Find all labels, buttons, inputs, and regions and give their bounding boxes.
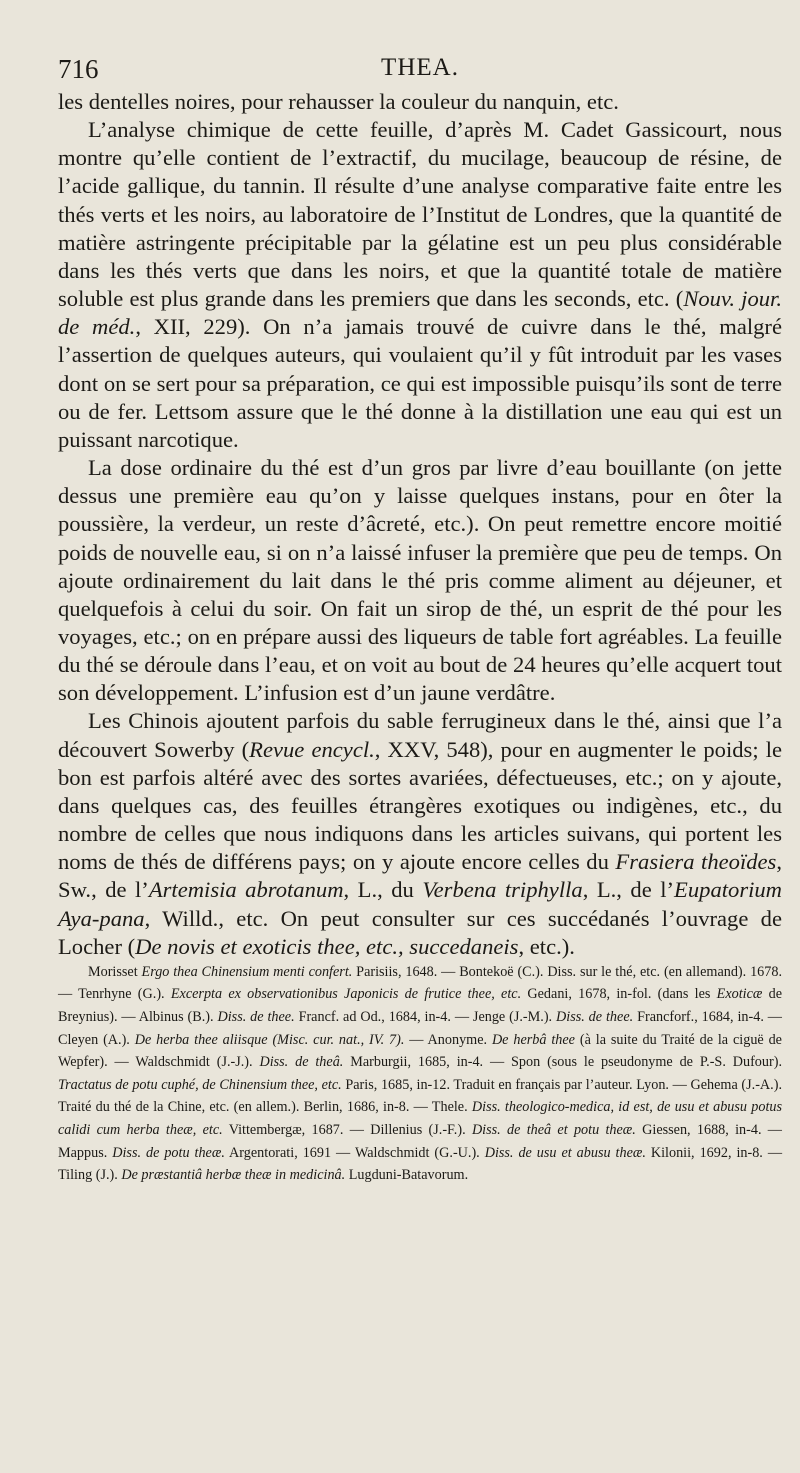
italic-text: De herba thee aliisque (Misc. cur. nat., IV. 7). (134, 1031, 405, 1048)
text-run: Les Chinois ajoutent parfois du sable ferrugineux dans le thé, ainsi que l’a découvert Sowerby ( (58, 708, 782, 762)
text-run: , Sw., de l’ (58, 849, 782, 903)
text-run: Lugduni-Batavorum. (345, 1167, 469, 1184)
text-run: (à la suite du Traité de la ciguë de Wepfer). — Waldschmidt (J.-J.). (58, 1031, 782, 1071)
running-head: THEA. (381, 54, 459, 81)
text-run: Marburgii, 1685, in-4. — Spon (sous le pseudonyme de P.-S. Dufour). (343, 1054, 782, 1071)
text-run: L’analyse chimique de cette feuille, d’après M. Cadet Gassicourt, nous montre qu’elle contient de l’extractif, du mucilage, beaucoup de résine, de l’acide gallique, du tannin. Il résulte d’une analyse comparative faite entre les thés verts et les noirs, au laboratoire de l’Institut de Londres, que la quantité de matière astringente précipitable par la gélatine est un peu plus considérable dans les thés verts que dans les noirs, et que la quantité totale de matière soluble est plus grande dans les premiers que dans les seconds, etc. ( (58, 117, 782, 312)
text-run: , L., du (343, 877, 423, 903)
text-run: La dose ordinaire du thé est d’un gros par livre d’eau bouillante (on jette dessus une première eau qu’on y laisse quelques instans, pour en ôter la poussière, la verdeur, un reste d’âcreté, etc.). On peut remettre encore moitié poids de nouvelle eau, si on n’a laissé infuser la première que peu de temps. On ajoute ordinairement du lait dans le thé pris comme aliment au déjeuner, et quelquefois à celui du soir. On fait un sirop de thé, un esprit de thé pour les voyages, etc.; on en prépare aussi des liqueurs de table fort agréables. La feuille du thé se déroule dans l’eau, et on voit au bout de 24 heures qu’elle acquert tout son développement. L’infusion est d’un jaune verdâtre. (58, 455, 782, 706)
paragraph (58, 116, 782, 454)
italic-text: Tractatus de potu cuphé, de Chinensium thee, etc. (58, 1076, 342, 1093)
text-run: , XXV, 548), pour en augmenter le poids; le bon est parfois altéré avec des sortes avariées, défectueuses, etc.; on y ajoute, dans quelques cas, des feuilles étrangères exotiques ou indigènes, etc., du nombre de celles que nous indiquons dans les articles suivans, qui portent les noms de thés de différens pays; on y ajoute encore celles du (58, 736, 783, 875)
text-run: Parisiis, 1648. — Bontekoë (C.). Diss. sur le thé, etc. (en allemand). 1678. — Tenrhyne (G.). (58, 963, 782, 1003)
italic-text: Exoticæ (716, 986, 763, 1003)
italic-text: De herbâ thee (491, 1031, 575, 1048)
italic-text: Diss. de usu et abusu theæ. (484, 1144, 646, 1161)
italic-text: Verbena triphylla (422, 877, 583, 903)
text-run: Francforf., 1684, in-4. — Cleyen (A.). (58, 1009, 782, 1048)
text-run: Gedani, 1678, in-fol. (dans les (521, 986, 717, 1003)
italic-text: Eupatorium Aya-pana (58, 877, 782, 931)
italic-text: De novis et exoticis thee, etc., succedaneis (135, 933, 519, 959)
italic-text: Ergo thea Chinensium menti confert. (141, 963, 353, 980)
text-run: Giessen, 1688, in-4. — Mappus. (58, 1122, 782, 1161)
text-run: Kilonii, 1692, in-8. — Tiling (J.). (58, 1144, 783, 1184)
body-text (58, 88, 782, 961)
text-run: Francf. ad Od., 1684, in-4. — Jenge (J.-M.). (294, 1009, 556, 1026)
italic-text: Diss. de thee. (217, 1009, 295, 1026)
italic-text: Diss. de theâ et potu theæ. (471, 1122, 636, 1138)
italic-text: Revue encycl. (249, 736, 375, 762)
text-run: Paris, 1685, in-12. Traduit en français par l’auteur. Lyon. — Gehema (J.-A.). Traité du thé de la Chine, etc. (en allem.). Berlin, 1686, in-8. — Thele. (58, 1076, 782, 1116)
italic-text: Diss. de thee. (556, 1009, 634, 1026)
text-run: Argentorati, 1691 — Waldschmidt (G.-U.). (224, 1144, 485, 1161)
text-run: , Willd., etc. On peut consulter sur ces succédanés l’ouvrage de Locher ( (58, 905, 782, 959)
text-run: les dentelles noires, pour rehausser la couleur du nanquin, etc. (58, 89, 619, 114)
text-run: de Breynius). — Albinus (B.). (58, 986, 783, 1026)
italic-text: Diss. de theâ. (259, 1054, 344, 1071)
italic-text: Artemisia abrotanum (148, 877, 344, 903)
text-run: , XII, 229). On n’a jamais trouvé de cuivre dans le thé, malgré l’assertion de quelques auteurs, qui voulaient qu’il y fût introduit par les vases dont on se sert pour sa préparation, ce qui est impossible puisqu’ils sont de terre ou de fer. Lettsom assure que le thé donne à la distillation une eau qui est un puissant narcotique. (58, 314, 782, 452)
page-number: 716 (58, 54, 99, 84)
text-run: , L., de l’ (582, 877, 675, 903)
paragraph (58, 454, 782, 707)
paragraph (58, 88, 782, 116)
paragraph (58, 707, 782, 960)
italic-text: Diss. theologico-medica, id est, de usu et abusu potus calidi cum herba theæ, etc. (58, 1099, 782, 1138)
italic-text: Nouv. jour. de méd. (58, 286, 782, 340)
text-run: — Anonyme. (404, 1031, 492, 1048)
bibliography-notes (58, 961, 782, 1187)
text-run: , etc.). (518, 933, 575, 959)
text-run: Vittembergæ, 1687. — Dillenius (J.-F.). (222, 1122, 472, 1138)
page-header (58, 46, 782, 88)
bibliography-paragraph (58, 961, 782, 1187)
italic-text: Frasiera theoïdes (615, 849, 777, 875)
italic-text: De præstantiâ herbæ theæ in medicinâ. (121, 1167, 346, 1184)
text-run: Morisset (88, 963, 142, 980)
italic-text: Diss. de potu theæ. (112, 1144, 225, 1161)
italic-text: Excerpta ex observationibus Japonicis de frutice thee, etc. (170, 986, 522, 1003)
